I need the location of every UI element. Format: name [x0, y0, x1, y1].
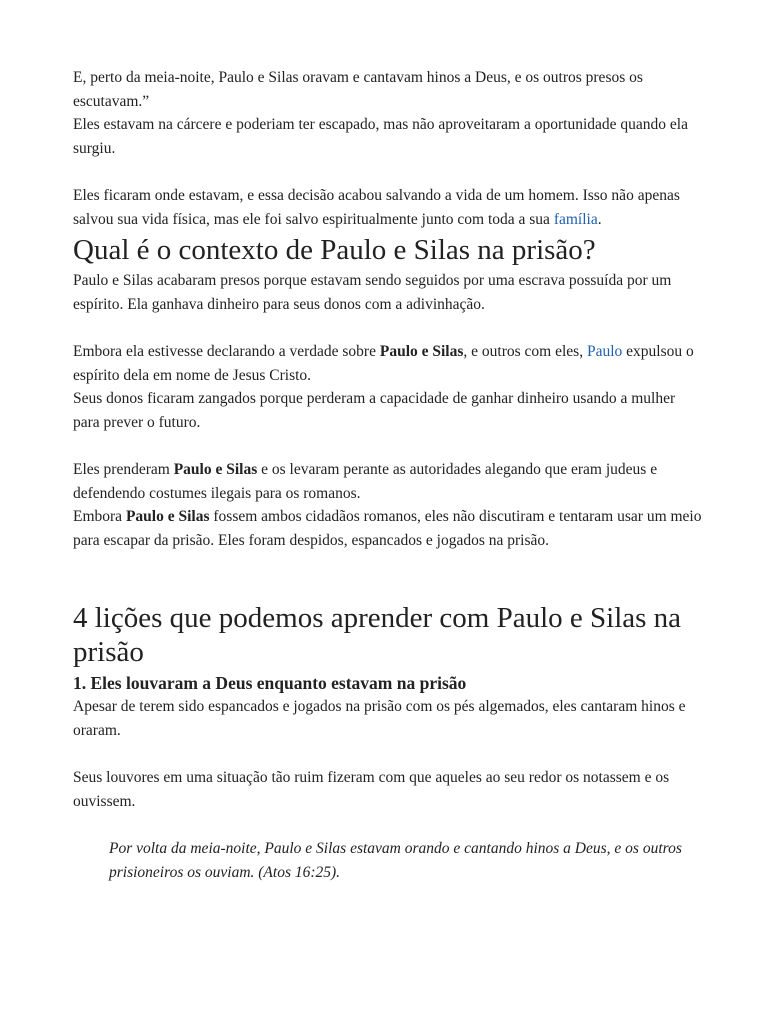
intro-paragraph-1b: Eles estavam na cárcere e poderiam ter escapado, mas não aproveitaram a oportunidade quando ela surgiu.	[73, 116, 688, 157]
context-paragraph-1: Paulo e Silas acabaram presos porque estavam sendo seguidos por uma escrava possuída por um espírito. Ela ganhava dinheiro para seus donos com a adivinhação.	[73, 272, 672, 313]
section-heading-context: Qual é o contexto de Paulo e Silas na prisão?	[73, 234, 596, 267]
lesson-1-heading: 1. Eles louvaram a Deus enquanto estavam na prisão	[73, 673, 467, 694]
context-p4-a: Eles prenderam	[73, 460, 174, 478]
context-p2-c: expulsou o espírito dela em nome de Jesus Cristo.	[73, 342, 694, 384]
paulo-link[interactable]: Paulo	[586, 342, 623, 360]
context-p4-bold: Paulo e Silas	[173, 460, 258, 478]
context-p2-b: , e outros com eles,	[463, 342, 587, 360]
bible-quote-text: Por volta da meia-noite, Paulo e Silas estavam orando e cantando hinos a Deus, e os outros prisioneiros os ouviam. (Atos 16:25).	[109, 839, 682, 881]
section-heading-lessons: 4 lições que podemos aprender com Paulo e Silas na prisão	[73, 602, 682, 669]
context-p5-b: fossem ambos cidadãos romanos, eles não discutiram e tentaram usar um meio para escapar da prisão. Eles foram despidos, espancados e jogados na prisão.	[73, 508, 702, 549]
lesson-paragraph-2: Seus louvores em uma situação tão ruim fizeram com que aqueles ao seu redor os notassem e os ouvissem.	[73, 769, 670, 810]
context-p5-bold: Paulo e Silas	[125, 508, 210, 526]
familia-link[interactable]: família	[553, 210, 598, 228]
lesson-paragraph-1: Apesar de terem sido espancados e jogados na prisão com os pés algemados, eles cantaram hinos e oraram.	[73, 698, 686, 739]
context-paragraph-2	[73, 340, 703, 387]
intro-p2-end: .	[597, 210, 602, 228]
context-p2-bold: Paulo e Silas	[379, 342, 464, 360]
intro-paragraph-1a: E, perto da meia-noite, Paulo e Silas oravam e cantavam hinos a Deus, e os outros presos os escutavam.”	[73, 69, 643, 110]
context-paragraph-3: Seus donos ficaram zangados porque perderam a capacidade de ganhar dinheiro usando a mulher para prever o futuro.	[73, 390, 676, 431]
context-p5-a: Embora	[73, 508, 126, 526]
intro-paragraph-2	[73, 184, 703, 231]
context-paragraph-4	[73, 458, 703, 505]
bible-quote	[73, 837, 703, 885]
intro-p2-text: Eles ficaram onde estavam, e essa decisão acabou salvando a vida de um homem. Isso não apenas salvou sua vida física, mas ele foi salvo espiritualmente junto com toda a sua	[73, 186, 680, 228]
context-p4-b: e os levaram perante as autoridades alegando que eram judeus e defendendo costumes ilegais para os romanos.	[73, 460, 658, 502]
context-paragraph-5	[73, 505, 703, 552]
article-body	[73, 66, 703, 885]
context-p2-a: Embora ela estivesse declarando a verdade sobre	[73, 342, 380, 360]
